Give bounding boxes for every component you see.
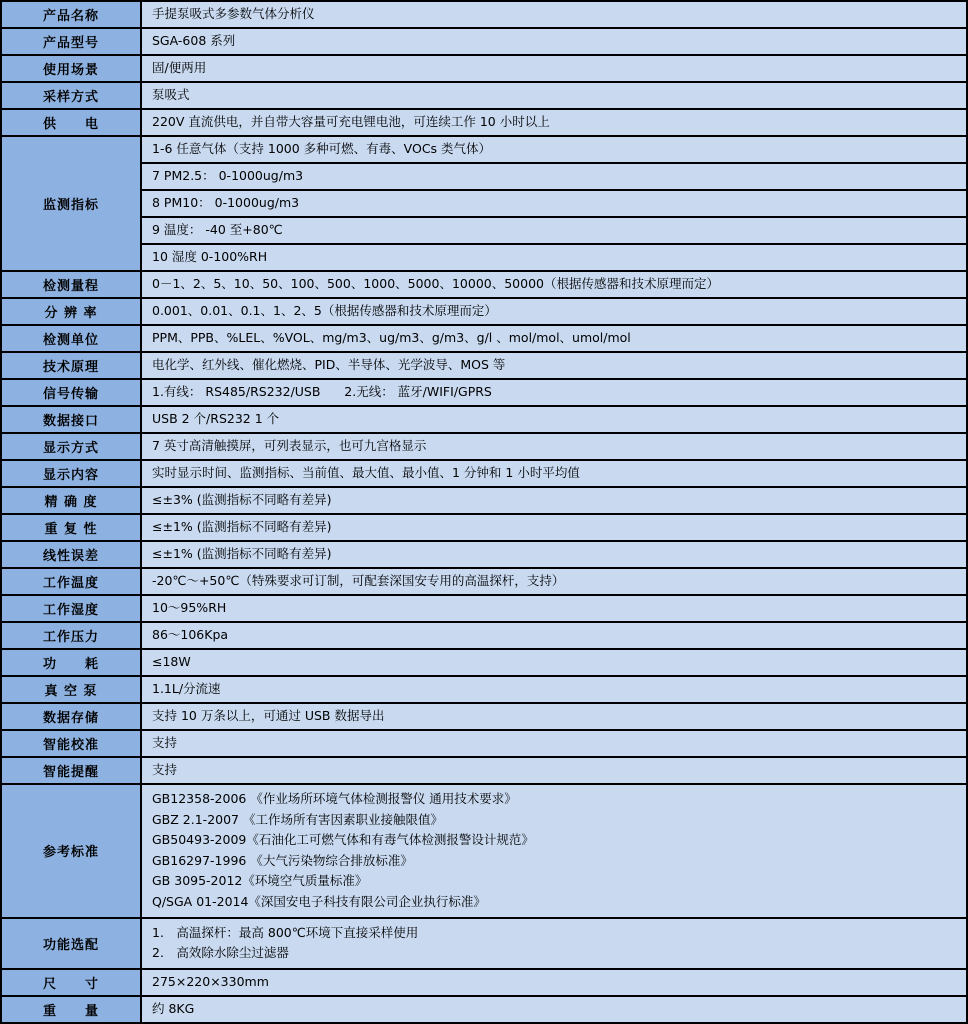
spec-row-label: 信号传输 xyxy=(1,379,141,406)
spec-row-value: ≤±3% (监测指标不同略有差异) xyxy=(141,487,967,514)
spec-row-value: 8 PM10： 0-1000ug/m3 xyxy=(141,190,967,217)
spec-row xyxy=(1,568,967,595)
spec-sub-row xyxy=(1,190,967,217)
spec-value-line: Q/SGA 01-2014《深国安电子科技有限公司企业执行标准》 xyxy=(152,893,486,909)
spec-row-value: 支持 xyxy=(141,730,967,757)
spec-sub-row xyxy=(1,136,967,163)
spec-row-value: ≤±1% (监测指标不同略有差异) xyxy=(141,514,967,541)
spec-row-label: 产品型号 xyxy=(1,28,141,55)
spec-row-value: 86～106Kpa xyxy=(141,622,967,649)
spec-value-line: 1. 高温探杆：最高 800℃环境下直接采样使用 xyxy=(152,924,419,940)
spec-row xyxy=(1,918,967,969)
spec-row xyxy=(1,730,967,757)
spec-row-label: 技术原理 xyxy=(1,352,141,379)
spec-row-value: -20℃～+50℃（特殊要求可订制，可配套深国安专用的高温探杆，支持） xyxy=(141,568,967,595)
spec-row xyxy=(1,82,967,109)
spec-row-value: ≤±1% (监测指标不同略有差异) xyxy=(141,541,967,568)
spec-row xyxy=(1,28,967,55)
spec-row-label: 功能选配 xyxy=(1,918,141,969)
spec-value-line: GB16297-1996 《大气污染物综合排放标准》 xyxy=(152,852,413,868)
spec-row xyxy=(1,271,967,298)
spec-row-value: 固/便两用 xyxy=(141,55,967,82)
spec-value-line: GB 3095-2012《环境空气质量标准》 xyxy=(152,873,368,889)
spec-row-label: 线性误差 xyxy=(1,541,141,568)
spec-sub-row xyxy=(1,217,967,244)
spec-row-label: 监测指标 xyxy=(1,136,141,271)
spec-row-label: 数据存储 xyxy=(1,703,141,730)
spec-row xyxy=(1,352,967,379)
spec-row-value: 220V 直流供电，并自带大容量可充电锂电池，可连续工作 10 小时以上 xyxy=(141,109,967,136)
spec-row-value: 7 英寸高清触摸屏，可列表显示，也可九宫格显示 xyxy=(141,433,967,460)
spec-row-value xyxy=(141,784,967,918)
spec-row-value: 手提泵吸式多参数气体分析仪 xyxy=(141,1,967,28)
spec-row-label: 显示内容 xyxy=(1,460,141,487)
spec-row-label: 重 量 xyxy=(1,996,141,1023)
spec-row xyxy=(1,757,967,784)
spec-row-value: 实时显示时间、监测指标、当前值、最大值、最小值、1 分钟和 1 小时平均值 xyxy=(141,460,967,487)
spec-row xyxy=(1,487,967,514)
spec-row-label: 工作压力 xyxy=(1,622,141,649)
spec-row-label: 采样方式 xyxy=(1,82,141,109)
spec-row-label: 产品名称 xyxy=(1,1,141,28)
spec-row-label: 重 复 性 xyxy=(1,514,141,541)
spec-row-label: 真 空 泵 xyxy=(1,676,141,703)
spec-row-value: 275×220×330mm xyxy=(141,969,967,996)
spec-row-value: 1.1L/分流速 xyxy=(141,676,967,703)
spec-row-value: 9 温度： -40 至+80℃ xyxy=(141,217,967,244)
spec-row xyxy=(1,460,967,487)
spec-row-value: 0－1、2、5、10、50、100、500、1000、5000、10000、50000（根据传感器和技术原理而定） xyxy=(141,271,967,298)
spec-table-body xyxy=(1,1,967,1023)
spec-row-label: 工作温度 xyxy=(1,568,141,595)
spec-row-value: 10 湿度 0-100%RH xyxy=(141,244,967,271)
spec-row xyxy=(1,649,967,676)
spec-row xyxy=(1,784,967,918)
spec-row-value: 1.有线： RS485/RS232/USB 2.无线： 蓝牙/WIFI/GPRS xyxy=(141,379,967,406)
spec-row-value: 0.001、0.01、0.1、1、2、5（根据传感器和技术原理而定） xyxy=(141,298,967,325)
spec-row-value: 7 PM2.5： 0-1000ug/m3 xyxy=(141,163,967,190)
spec-row-label: 尺 寸 xyxy=(1,969,141,996)
spec-value-line: GB12358-2006 《作业场所环境气体检测报警仪 通用技术要求》 xyxy=(152,791,517,806)
spec-row-value: 电化学、红外线、催化燃烧、PID、半导体、光学波导、MOS 等 xyxy=(141,352,967,379)
spec-row xyxy=(1,298,967,325)
spec-row-label: 显示方式 xyxy=(1,433,141,460)
spec-row xyxy=(1,514,967,541)
spec-row-label: 工作湿度 xyxy=(1,595,141,622)
spec-value-line: 2. 高效除水除尘过滤器 xyxy=(152,945,289,961)
spec-value-line: GBZ 2.1-2007 《工作场所有害因素职业接触限值》 xyxy=(152,811,443,827)
spec-row-label: 数据接口 xyxy=(1,406,141,433)
spec-row-label: 检测单位 xyxy=(1,325,141,352)
spec-row-value: 支持 xyxy=(141,757,967,784)
spec-row-value: USB 2 个/RS232 1 个 xyxy=(141,406,967,433)
spec-row xyxy=(1,595,967,622)
spec-row-value: 1-6 任意气体（支持 1000 多种可燃、有毒、VOCs 类气体） xyxy=(141,136,967,163)
spec-row xyxy=(1,622,967,649)
spec-row-value: 10～95%RH xyxy=(141,595,967,622)
spec-row xyxy=(1,676,967,703)
spec-row-label: 智能提醒 xyxy=(1,757,141,784)
spec-row xyxy=(1,325,967,352)
spec-row xyxy=(1,703,967,730)
spec-row xyxy=(1,55,967,82)
spec-row xyxy=(1,379,967,406)
spec-row xyxy=(1,109,967,136)
spec-row xyxy=(1,969,967,996)
spec-row-label: 参考标准 xyxy=(1,784,141,918)
spec-row xyxy=(1,996,967,1023)
spec-row-value: 泵吸式 xyxy=(141,82,967,109)
spec-row-label: 智能校准 xyxy=(1,730,141,757)
spec-row-label: 精 确 度 xyxy=(1,487,141,514)
spec-row xyxy=(1,541,967,568)
spec-row-value: ≤18W xyxy=(141,649,967,676)
spec-row-label: 功 耗 xyxy=(1,649,141,676)
spec-row xyxy=(1,406,967,433)
spec-row-label: 供 电 xyxy=(1,109,141,136)
spec-value-line: GB50493-2009《石油化工可燃气体和有毒气体检测报警设计规范》 xyxy=(152,832,534,848)
spec-row-value: 支持 10 万条以上，可通过 USB 数据导出 xyxy=(141,703,967,730)
spec-row xyxy=(1,433,967,460)
spec-row xyxy=(1,1,967,28)
spec-row-label: 使用场景 xyxy=(1,55,141,82)
spec-sub-row xyxy=(1,163,967,190)
spec-row-label: 分 辨 率 xyxy=(1,298,141,325)
spec-row-value xyxy=(141,918,967,969)
spec-row-label: 检测量程 xyxy=(1,271,141,298)
spec-row-value: 约 8KG xyxy=(141,996,967,1023)
spec-sub-row xyxy=(1,244,967,271)
spec-row-value: SGA-608 系列 xyxy=(141,28,967,55)
spec-row-value: PPM、PPB、%LEL、%VOL、mg/m3、ug/m3、g/m3、g/l 、mol/mol、umol/mol xyxy=(141,325,967,352)
